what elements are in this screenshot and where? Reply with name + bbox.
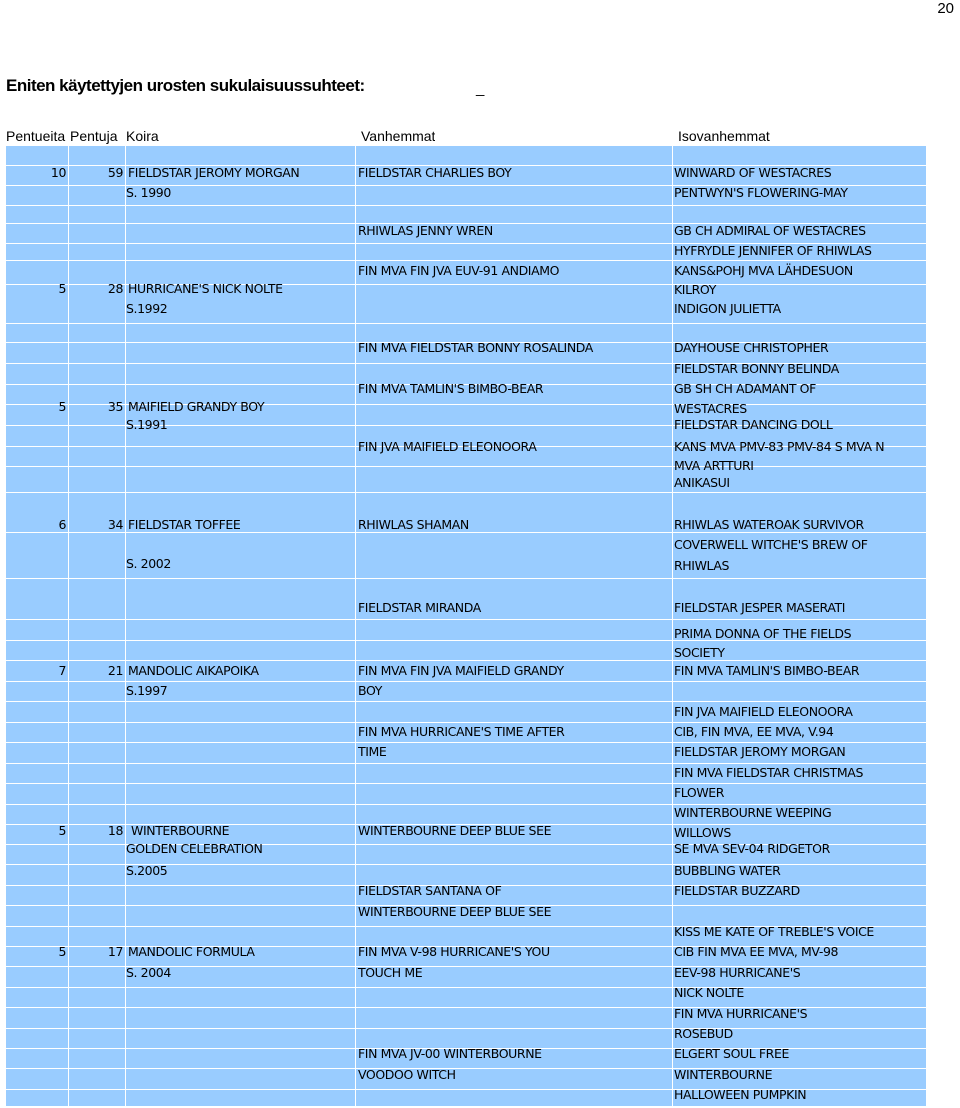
grandparent-name: FIN JVA MAIFIELD ELEONOORA (674, 704, 853, 719)
grandparent-name: HYFRYDLE JENNIFER OF RHIWLAS (674, 243, 872, 258)
pup-count: 17 (107, 944, 123, 959)
grandparent-name: RHIWLAS (674, 558, 730, 573)
birth-year: S. 1990 (126, 185, 171, 200)
header-litters: Pentueita (6, 128, 66, 144)
grandparent-name: COVERWELL WITCHE'S BREW OF (674, 537, 868, 552)
page-title: Eniten käytettyjen urosten sukulaisuussuhteet: (6, 76, 365, 95)
grandparent-name: KILROY (674, 282, 716, 297)
litter-count: 5 (58, 823, 66, 838)
grandparent-name: SE MVA SEV-04 RIDGETOR (674, 841, 830, 856)
grandparent-name: FIELDSTAR JEROMY MORGAN (674, 744, 846, 759)
grid-line (6, 619, 926, 620)
grandparent-name: RHIWLAS WATEROAK SURVIVOR (674, 517, 864, 532)
pup-count: 28 (107, 281, 123, 296)
grandparent-name: KANS MVA PMV-83 PMV-84 S MVA N (674, 439, 885, 454)
grandparent-name: FIN MVA TAMLIN'S BIMBO-BEAR (674, 663, 860, 678)
grandparent-name: FIELDSTAR JESPER MASERATI (674, 600, 846, 615)
grid-line (6, 783, 926, 784)
grandparent-name: PRIMA DONNA OF THE FIELDS (674, 626, 852, 641)
grandparent-name: FLOWER (674, 785, 725, 800)
grandparent-name: WINTERBOURNE WEEPING (674, 805, 832, 820)
grandparent-name: WILLOWS (674, 825, 731, 840)
parent-name: TOUCH ME (358, 965, 423, 980)
title-dash: _ (476, 80, 485, 97)
parent-name: FIELDSTAR CHARLIES BOY (358, 165, 512, 180)
litter-count: 5 (58, 281, 66, 296)
grandparent-name: GB SH CH ADAMANT OF (674, 381, 816, 396)
grandparent-name: SOCIETY (674, 645, 725, 660)
grandparent-name: EEV-98 HURRICANE'S (674, 965, 801, 980)
pup-count: 34 (107, 517, 123, 532)
parent-name: BOY (358, 683, 382, 698)
birth-year: S.1997 (126, 683, 168, 698)
grandparent-name: CIB, FIN MVA, EE MVA, V.94 (674, 724, 834, 739)
parent-name: FIN MVA FIN JVA MAIFIELD GRANDY (358, 663, 564, 678)
pup-count: 18 (107, 823, 123, 838)
parent-name: FIN MVA HURRICANE'S TIME AFTER (358, 724, 565, 739)
birth-year: S.1992 (126, 301, 168, 316)
grid-line (6, 742, 926, 743)
parent-name: FIELDSTAR SANTANA OF (358, 883, 502, 898)
birth-year: S. 2004 (126, 965, 171, 980)
grid-line (125, 146, 126, 1106)
dog-name: MANDOLIC FORMULA (128, 944, 255, 959)
grid-line (6, 532, 926, 533)
grid-line (6, 987, 926, 988)
parent-name: FIN MVA TAMLIN'S BIMBO-BEAR (358, 381, 544, 396)
grandparent-name: FIELDSTAR DANCING DOLL (674, 417, 833, 432)
grandparent-name: MVA ARTTURI (674, 458, 754, 473)
grid-line (355, 146, 356, 1106)
parent-name: FIN MVA FIELDSTAR BONNY ROSALINDA (358, 340, 593, 355)
grandparent-name: PENTWYN'S FLOWERING-MAY (674, 185, 848, 200)
parent-name: RHIWLAS SHAMAN (358, 517, 469, 532)
page-number: 20 (937, 0, 954, 17)
grid-line (672, 146, 673, 1106)
grandparent-name: BUBBLING WATER (674, 863, 781, 878)
birth-year: S.1991 (126, 417, 168, 432)
grid-line (6, 260, 926, 261)
grandparent-name: FIN MVA FIELDSTAR CHRISTMAS (674, 765, 863, 780)
header-pups: Pentuja (70, 128, 118, 144)
grandparent-name: INDIGON JULIETTA (674, 301, 781, 316)
pup-count: 21 (107, 663, 123, 678)
grid-line (6, 578, 926, 579)
grid-line (6, 323, 926, 324)
grandparent-name: GB CH ADMIRAL OF WESTACRES (674, 223, 866, 238)
litter-count: 5 (58, 944, 66, 959)
grid-line (6, 701, 926, 702)
pup-count: 59 (107, 165, 123, 180)
grid-line (6, 1068, 926, 1069)
header-parents: Vanhemmat (361, 128, 436, 144)
grandparent-name: FIN MVA HURRICANE'S (674, 1006, 808, 1021)
grandparent-name: WINTERBOURNE (674, 1067, 773, 1082)
grandparent-name: DAYHOUSE CHRISTOPHER (674, 340, 829, 355)
grandparent-name: NICK NOLTE (674, 985, 744, 1000)
grid-line (6, 722, 926, 723)
parent-name: TIME (358, 744, 387, 759)
grid-line (6, 205, 926, 206)
birth-year: S.2005 (126, 863, 168, 878)
header-dog: Koira (126, 128, 159, 144)
pedigree-table (6, 146, 926, 1106)
grandparent-name: WINWARD OF WESTACRES (674, 165, 832, 180)
parent-name: FIN JVA MAIFIELD ELEONOORA (358, 439, 537, 454)
grid-line (6, 1028, 926, 1029)
grandparent-name: ANIKASUI (674, 475, 730, 490)
parent-name: WINTERBOURNE DEEP BLUE SEE (358, 823, 552, 838)
grandparent-name: FIELDSTAR BONNY BELINDA (674, 361, 839, 376)
dog-name: MAIFIELD GRANDY BOY (128, 399, 265, 414)
parent-name: VOODOO WITCH (358, 1067, 456, 1082)
grandparent-name: WESTACRES (674, 401, 747, 416)
parent-name: FIELDSTAR MIRANDA (358, 600, 481, 615)
litter-count: 6 (58, 517, 66, 532)
dog-name: FIELDSTAR JEROMY MORGAN (128, 165, 300, 180)
litter-count: 10 (50, 165, 66, 180)
grandparent-name: KISS ME KATE OF TREBLE'S VOICE (674, 924, 874, 939)
pup-count: 35 (107, 399, 123, 414)
grandparent-name: ELGERT SOUL FREE (674, 1046, 789, 1061)
grid-line (6, 681, 926, 682)
grid-line (6, 466, 926, 467)
grandparent-name: CIB FIN MVA EE MVA, MV-98 (674, 944, 839, 959)
grid-line (6, 492, 926, 493)
grandparent-name: KANS&POHJ MVA LÄHDESUON (674, 263, 853, 278)
dog-name: MANDOLIC AIKAPOIKA (128, 663, 259, 678)
dog-name: HURRICANE'S NICK NOLTE (128, 281, 283, 296)
header-grandparents: Isovanhemmat (678, 128, 770, 144)
dog-name: WINTERBOURNE (131, 823, 230, 838)
litter-count: 5 (58, 399, 66, 414)
birth-year: S. 2002 (126, 556, 171, 571)
grandparent-name: HALLOWEEN PUMPKIN (674, 1087, 807, 1102)
parent-name: FIN MVA FIN JVA EUV-91 ANDIAMO (358, 263, 560, 278)
parent-name: FIN MVA JV-00 WINTERBOURNE (358, 1046, 542, 1061)
parent-name: RHIWLAS JENNY WREN (358, 223, 493, 238)
grandparent-name: FIELDSTAR BUZZARD (674, 883, 800, 898)
grid-line (6, 763, 926, 764)
dog-name-continued: GOLDEN CELEBRATION (126, 841, 263, 856)
litter-count: 7 (58, 663, 66, 678)
parent-name: WINTERBOURNE DEEP BLUE SEE (358, 904, 552, 919)
parent-name: FIN MVA V-98 HURRICANE'S YOU (358, 944, 550, 959)
dog-name: FIELDSTAR TOFFEE (128, 517, 241, 532)
grid-line (6, 660, 926, 661)
grandparent-name: ROSEBUD (674, 1026, 733, 1041)
